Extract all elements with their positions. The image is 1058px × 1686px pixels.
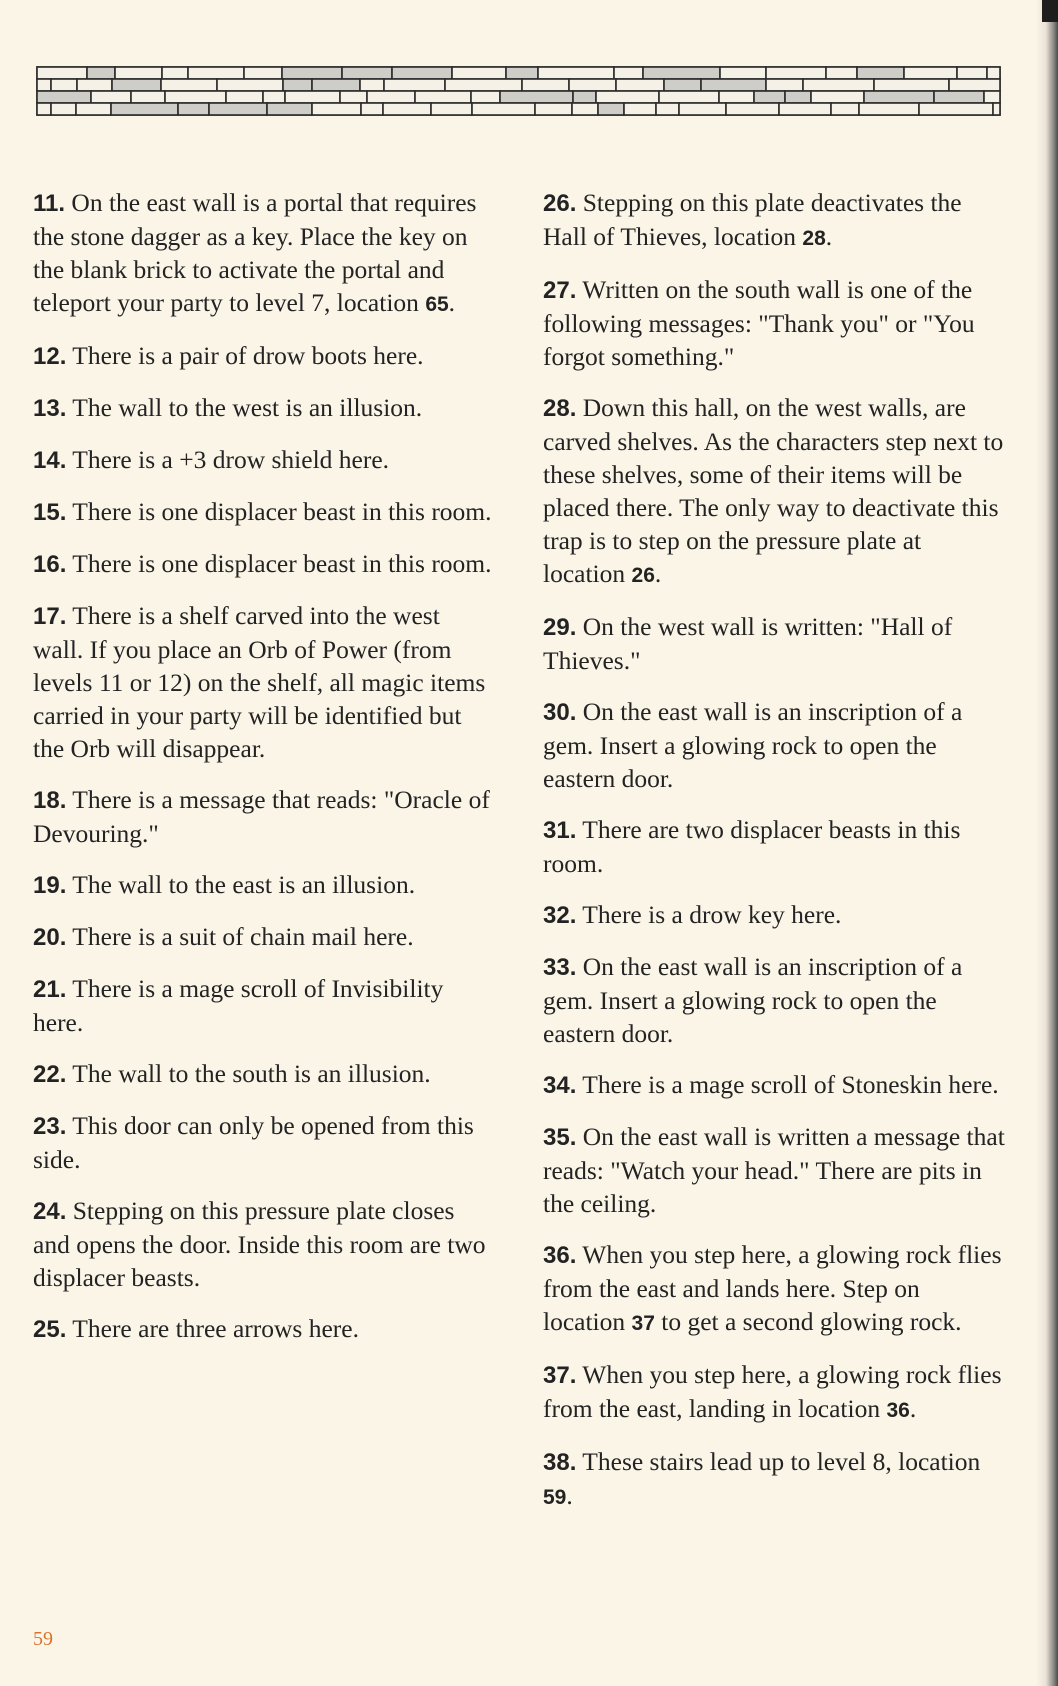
entry — [543, 950, 1005, 1050]
entry — [543, 898, 1005, 932]
entry-number: 29. — [543, 614, 577, 641]
entry-text: Written on the south wall is one of the following messages: "Thank you" or "You forgot something." — [543, 275, 975, 371]
entry-number: 17. — [33, 603, 67, 630]
entry — [543, 1238, 1005, 1340]
entry-number: 20. — [33, 924, 67, 951]
entry-number: 15. — [33, 499, 67, 526]
entry — [543, 610, 1005, 677]
entry — [33, 443, 495, 477]
entry — [33, 783, 495, 850]
entry-text: Down this hall, on the west walls, are carved shelves. As the characters step next to these shelves, some of their items will be placed there. The only way to deactivate this trap is to step on the pressure plate at location — [543, 393, 1004, 588]
entry-number: 31. — [543, 817, 577, 844]
entry-number: 14. — [33, 447, 67, 474]
entry-number: 11. — [33, 190, 66, 217]
page-corner — [1042, 0, 1058, 22]
location-ref: 26 — [631, 564, 655, 587]
entry-text: On the east wall is written a message that reads: "Watch your head." There are pits in the ceiling. — [543, 1122, 1005, 1218]
page-edge-shadow — [1036, 0, 1058, 1686]
entry — [33, 599, 495, 765]
entry — [33, 1057, 495, 1091]
entry-text: There is a mage scroll of Invisibility here. — [33, 974, 444, 1037]
page-number: 59 — [33, 1628, 53, 1650]
entry — [33, 495, 495, 529]
entry — [33, 972, 495, 1039]
entry-text: There is a drow key here. — [582, 900, 842, 929]
brick-wall-icon — [36, 66, 1001, 116]
entry — [33, 1109, 495, 1176]
entry-number: 25. — [33, 1316, 67, 1343]
entry-text: . — [654, 559, 662, 588]
entry — [543, 1120, 1005, 1220]
entry-number: 38. — [543, 1449, 577, 1476]
entry — [33, 339, 495, 373]
left-column — [33, 186, 495, 1364]
entry-number: 35. — [543, 1124, 577, 1151]
entry-text: On the west wall is written: "Hall of Thieves." — [543, 612, 953, 675]
entry-number: 36. — [543, 1242, 577, 1269]
entry-text: The wall to the east is an illusion. — [72, 870, 416, 899]
entry-number: 37. — [543, 1362, 577, 1389]
entry-text: On the east wall is a portal that requires the stone dagger as a key. Place the key on the blank brick to activate the portal and teleport your party to level 7, location — [33, 188, 477, 317]
brick-wall-border — [36, 66, 1001, 116]
entry — [543, 1068, 1005, 1102]
location-ref: 28 — [802, 227, 826, 250]
entry-number: 13. — [33, 395, 67, 422]
entry — [543, 1358, 1005, 1427]
right-column — [543, 186, 1005, 1532]
entry-text: There is one displacer beast in this room. — [72, 497, 492, 526]
entry-text: The wall to the south is an illusion. — [72, 1059, 431, 1088]
entry-text: Stepping on this plate deactivates the Hall of Thieves, location — [543, 188, 962, 251]
entry — [543, 391, 1005, 592]
entry-number: 12. — [33, 343, 67, 370]
entry-number: 21. — [33, 976, 67, 1003]
entry-text: When you step here, a glowing rock flies from the east and lands here. Step on location — [543, 1240, 1002, 1336]
entry-number: 33. — [543, 954, 577, 981]
entry-text: . — [448, 288, 456, 317]
entry — [33, 186, 495, 321]
entry-text: . — [566, 1481, 573, 1510]
entry-text: Stepping on this pressure plate closes and opens the door. Inside this room are two displacer beasts. — [33, 1196, 486, 1292]
location-ref: 59 — [543, 1486, 567, 1509]
entry-number: 27. — [543, 277, 577, 304]
entry-number: 34. — [543, 1072, 577, 1099]
entry — [543, 186, 1005, 255]
entry-text: There are two displacer beasts in this room. — [543, 815, 961, 878]
entry-number: 26. — [543, 190, 577, 217]
entry — [543, 695, 1005, 795]
entry-number: 30. — [543, 699, 577, 726]
entry-text: This door can only be opened from this side. — [33, 1111, 474, 1174]
entry-text: . — [825, 222, 833, 251]
entry-text: On the east wall is an inscription of a gem. Insert a glowing rock to open the eastern door. — [543, 952, 963, 1048]
entry-number: 23. — [33, 1113, 67, 1140]
entry-text: There is a pair of drow boots here. — [72, 341, 424, 370]
entry-number: 32. — [543, 902, 577, 929]
location-ref: 36 — [886, 1399, 910, 1422]
entry-number: 19. — [33, 872, 67, 899]
entry-text: When you step here, a glowing rock flies from the east, landing in location — [543, 1360, 1002, 1423]
entry-text: There is a shelf carved into the west wall. If you place an Orb of Power (from levels 11 or 12) on the shelf, all magic items carried in your party will be identified but the Orb will disappear. — [33, 601, 486, 763]
entry — [33, 868, 495, 902]
entry-text: These stairs lead up to level 8, location — [582, 1447, 981, 1476]
entry — [33, 920, 495, 954]
entry-text: There is a +3 drow shield here. — [72, 445, 390, 474]
entry-text: There is a mage scroll of Stoneskin here. — [582, 1070, 999, 1099]
entry — [543, 813, 1005, 880]
location-ref: 65 — [425, 293, 449, 316]
entry — [33, 547, 495, 581]
entry-text: to get a second glowing rock. — [654, 1307, 962, 1336]
entry-text: There are three arrows here. — [72, 1314, 359, 1343]
entry-number: 28. — [543, 395, 577, 422]
entry-text: There is a message that reads: "Oracle of Devouring." — [33, 785, 490, 848]
entry — [33, 1194, 495, 1294]
entry — [543, 273, 1005, 373]
entry-text: The wall to the west is an illusion. — [72, 393, 423, 422]
entry-text: . — [909, 1394, 917, 1423]
entry-text: There is a suit of chain mail here. — [72, 922, 414, 951]
entry — [33, 391, 495, 425]
entry — [543, 1445, 1005, 1514]
location-ref: 37 — [631, 1312, 655, 1335]
entry-number: 24. — [33, 1198, 67, 1225]
entry-number: 18. — [33, 787, 67, 814]
entry-number: 16. — [33, 551, 67, 578]
entry — [33, 1312, 495, 1346]
entry-number: 22. — [33, 1061, 67, 1088]
entry-text: On the east wall is an inscription of a gem. Insert a glowing rock to open the eastern door. — [543, 697, 963, 793]
entry-text: There is one displacer beast in this room. — [72, 549, 492, 578]
